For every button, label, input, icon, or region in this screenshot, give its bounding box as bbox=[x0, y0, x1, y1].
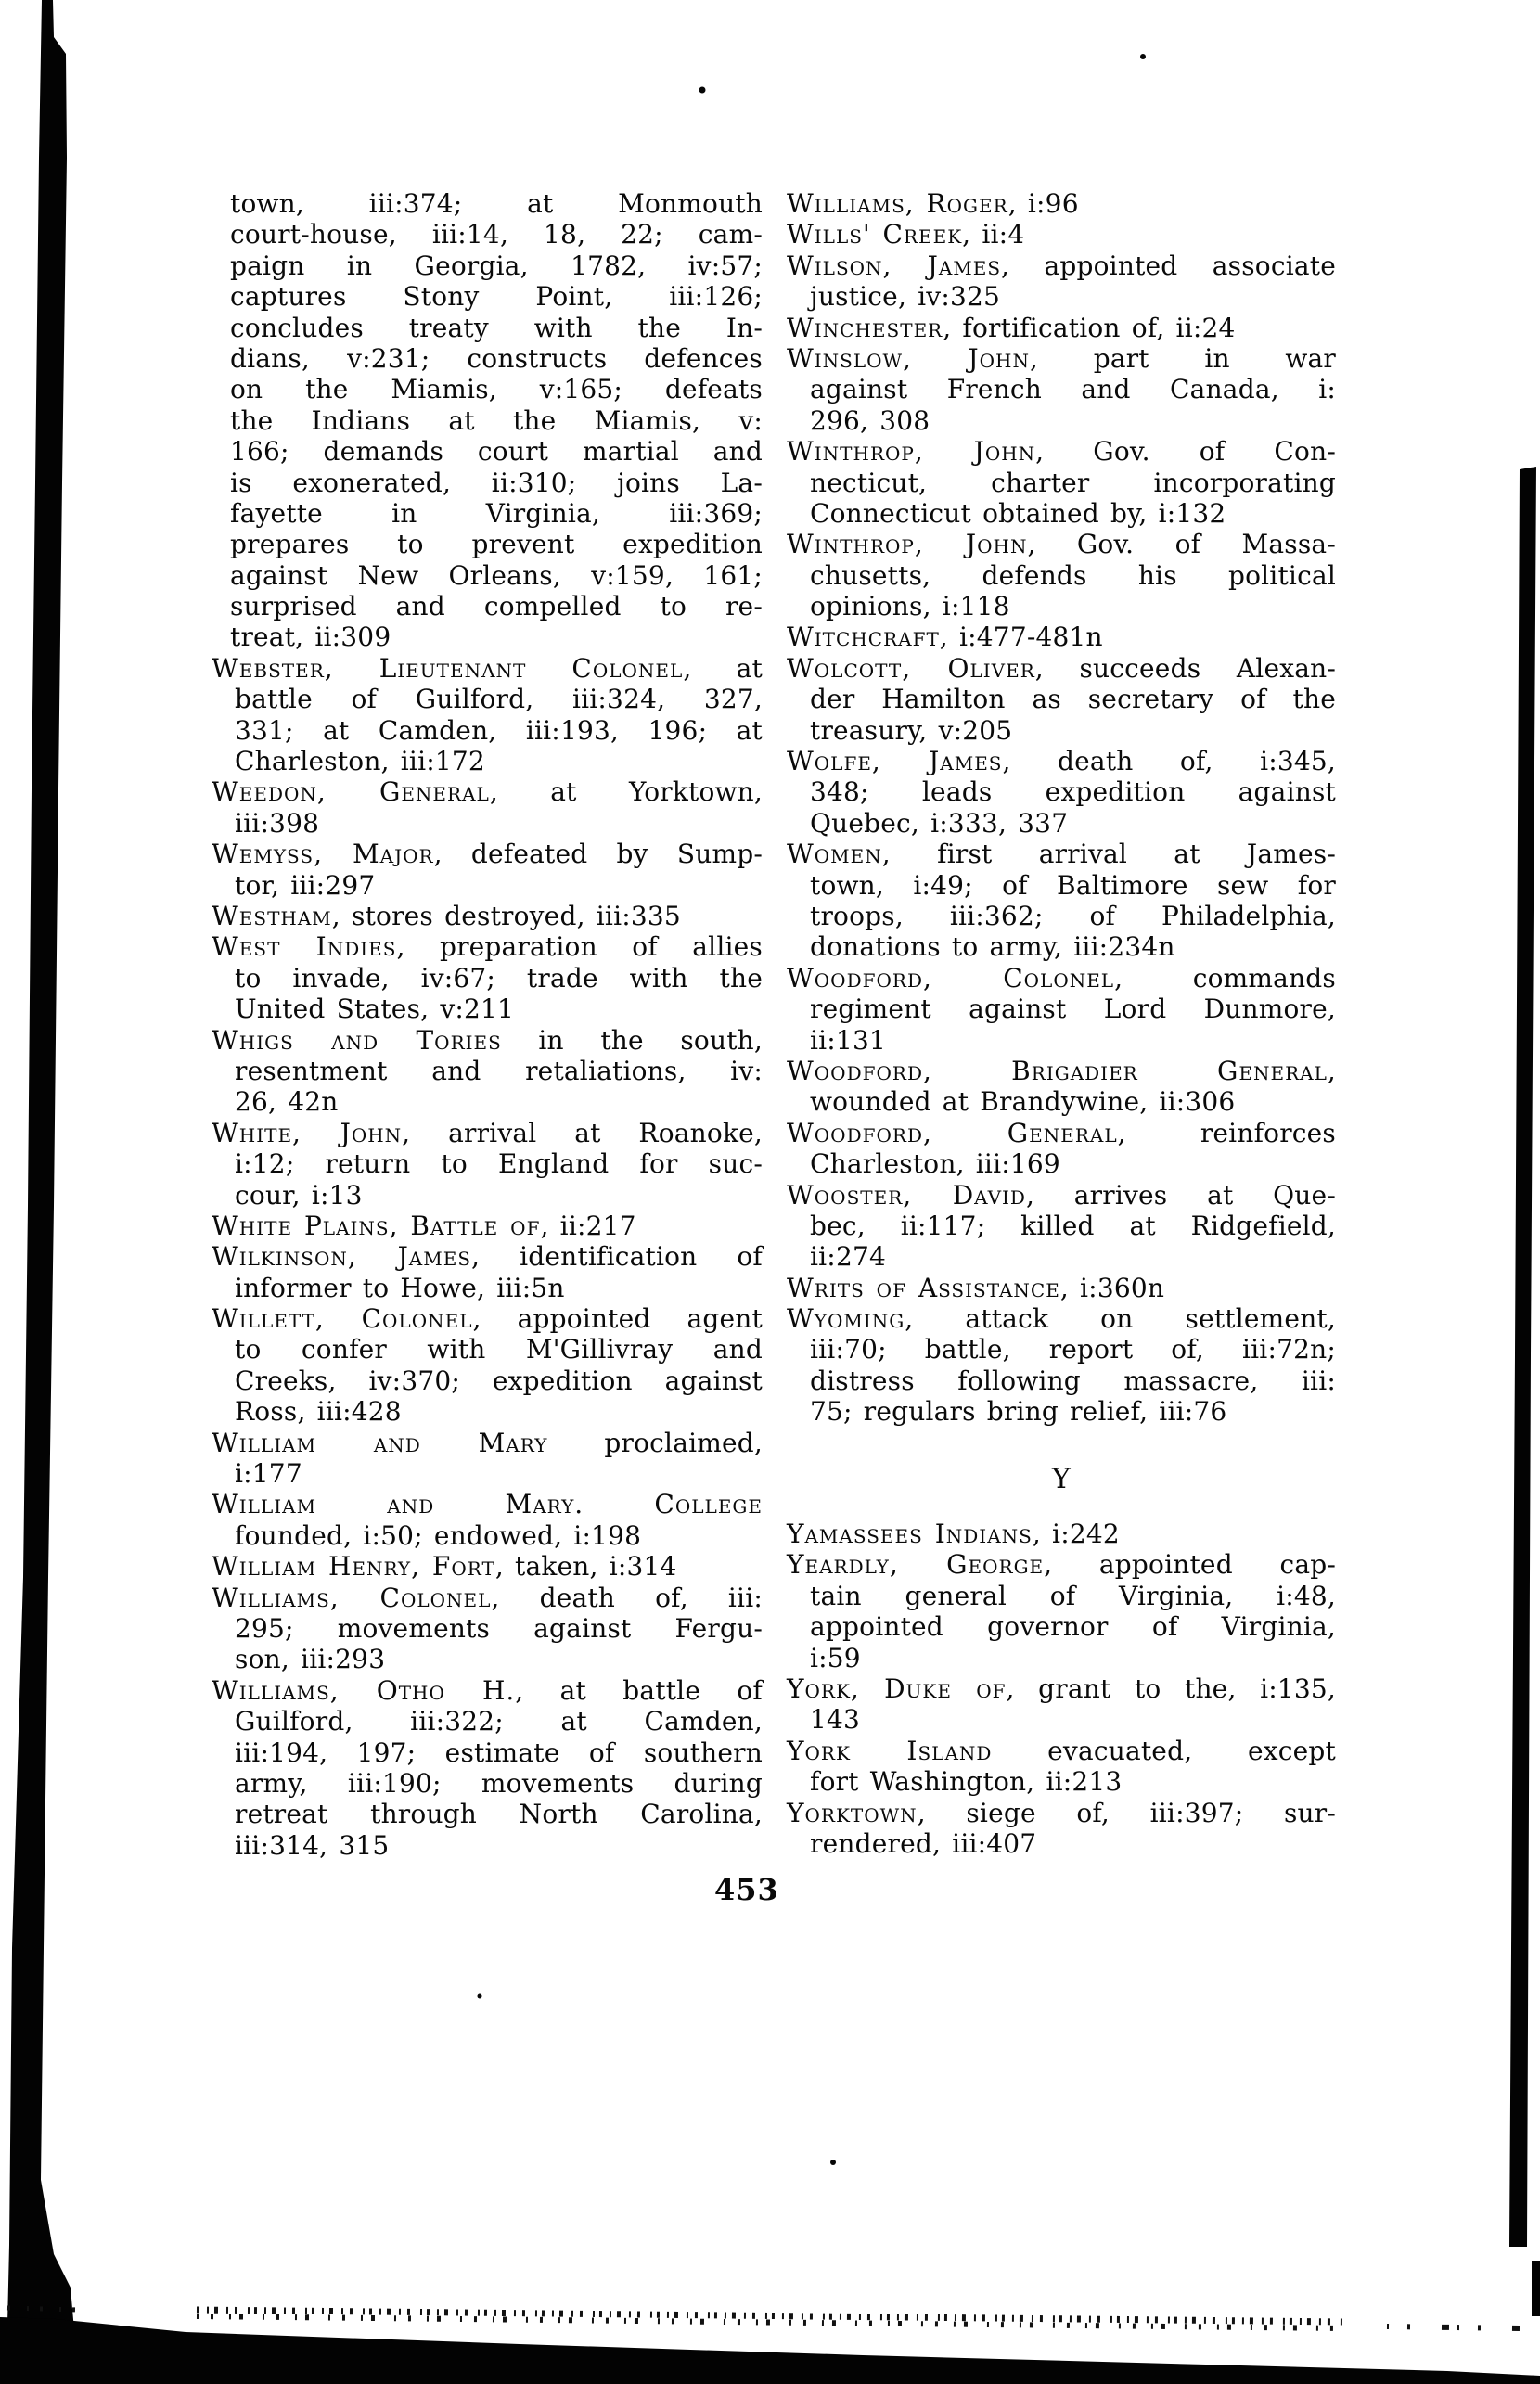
entry-line: Woodford, Colonel, commands bbox=[787, 962, 1336, 993]
entry-line: Writs of Assistance, i:360n bbox=[787, 1272, 1165, 1303]
index-entry bbox=[787, 1736, 1336, 1798]
section-heading: Y bbox=[1051, 1462, 1071, 1495]
entry-line: wounded at Brandywine, ii:306 bbox=[810, 1086, 1236, 1118]
entry-line: Winslow, John, part in war bbox=[787, 342, 1336, 374]
entry-headword: Yeardly, George bbox=[787, 1549, 1045, 1581]
entry-line: Webster, Lieutenant Colonel, at bbox=[212, 652, 763, 684]
entry-line: Wyoming, attack on settlement, bbox=[787, 1303, 1336, 1335]
entry-line: informer to Howe, iii:5n bbox=[235, 1272, 565, 1303]
scan-artifact-right-tab bbox=[1532, 2261, 1540, 2316]
entry-line: Whigs and Tories in the south, bbox=[212, 1024, 763, 1056]
entry-line: retreat through North Carolina, bbox=[235, 1799, 763, 1830]
scan-artifact-dotted-line-a bbox=[197, 2310, 1345, 2322]
entry-line: against French and Canada, i: bbox=[810, 374, 1336, 405]
index-entry bbox=[787, 622, 1336, 652]
entry-headword: Woodford, Colonel bbox=[787, 962, 1115, 993]
entry-line: cour, i:13 bbox=[235, 1179, 363, 1211]
entry-line: der Hamilton as secretary of the bbox=[810, 684, 1336, 715]
entry-line: iii:70; battle, report of, iii:72n; bbox=[810, 1334, 1336, 1365]
entry-headword: Williams, Otho H. bbox=[212, 1674, 516, 1706]
entry-line: 348; leads expedition against bbox=[810, 776, 1336, 808]
index-entry bbox=[212, 931, 763, 1024]
entry-line: Wemyss, Major, defeated by Sump- bbox=[212, 839, 764, 870]
entry-line: iii:398 bbox=[235, 807, 320, 839]
entry-line: White, John, arrival at Roanoke, bbox=[212, 1117, 763, 1148]
entry-line: Winthrop, John, Gov. of Massa- bbox=[787, 529, 1336, 560]
entry-line bbox=[212, 1489, 763, 1519]
entry-line: West Indies, preparation of allies bbox=[212, 931, 763, 963]
entry-headword: Yamassees Indians bbox=[787, 1519, 1033, 1550]
entry-line: against New Orleans, v:159, 161; bbox=[230, 559, 763, 591]
index-entry bbox=[212, 1583, 763, 1675]
index-entry bbox=[212, 1241, 763, 1303]
entry-headword: White, John bbox=[212, 1117, 403, 1148]
entry-headword: Wilkinson, James bbox=[212, 1241, 472, 1273]
entry-line: dians, v:231; constructs defences bbox=[230, 342, 763, 374]
scan-artifact-dotted-line-right bbox=[1387, 2326, 1521, 2328]
index-entry bbox=[212, 1551, 763, 1582]
entry-line: rendered, iii:407 bbox=[810, 1827, 1037, 1859]
index-entry bbox=[212, 1675, 763, 1861]
index-entry bbox=[212, 839, 763, 901]
entry-line: Winthrop, John, Gov. of Con- bbox=[787, 436, 1336, 468]
entry-headword: West Indies bbox=[212, 931, 397, 963]
index-entry bbox=[787, 1549, 1336, 1673]
entry-line: Women, first arrival at James- bbox=[787, 839, 1336, 870]
entry-line: justice, iv:325 bbox=[810, 281, 1000, 313]
entry-line: United States, v:211 bbox=[235, 993, 515, 1025]
entry-line: Westham, stores destroyed, iii:335 bbox=[212, 900, 681, 931]
index-entry bbox=[787, 1303, 1336, 1428]
entry-line: Yorktown, siege of, iii:397; sur- bbox=[787, 1797, 1336, 1828]
index-entry bbox=[787, 653, 1336, 746]
index-entry bbox=[212, 776, 763, 839]
entry-line: 75; regulars bring relief, iii:76 bbox=[810, 1396, 1227, 1428]
entry-line: Willett, Colonel, appointed agent bbox=[212, 1303, 763, 1335]
entry-line: Williams, Colonel, death of, iii: bbox=[212, 1582, 763, 1613]
scan-artifact-left-bar bbox=[7, 0, 74, 2339]
entry-line: is exonerated, ii:310; joins La- bbox=[230, 467, 763, 498]
index-entry bbox=[787, 839, 1336, 963]
entry-line: 295; movements against Fergu- bbox=[235, 1612, 763, 1644]
entry-headword: Wooster, David bbox=[787, 1179, 1026, 1211]
entry-line: treat, ii:309 bbox=[230, 622, 391, 653]
entry-line: i:177 bbox=[235, 1458, 302, 1490]
entry-line: Guilford, iii:322; at Camden, bbox=[235, 1706, 763, 1737]
entry-headword: Westham bbox=[212, 900, 332, 931]
scan-speck bbox=[830, 2160, 836, 2165]
entry-line: York, Duke of, grant to the, i:135, bbox=[787, 1673, 1337, 1704]
entry-line: founded, i:50; endowed, i:198 bbox=[235, 1519, 642, 1551]
entry-headword: Webster, Lieutenant Colonel bbox=[212, 652, 684, 684]
entry-headword: Wyoming bbox=[787, 1303, 905, 1335]
entry-line: William Henry, Fort, taken, i:314 bbox=[212, 1551, 677, 1583]
index-entry bbox=[787, 250, 1336, 313]
entry-line: 26, 42n bbox=[235, 1086, 339, 1118]
entry-line: prepares to prevent expedition bbox=[230, 529, 763, 560]
index-entry bbox=[787, 436, 1336, 529]
entry-line: Wilson, James, appointed associate bbox=[787, 250, 1336, 281]
entry-headword: York Island bbox=[787, 1735, 993, 1766]
entry-line: Wooster, David, arrives at Que- bbox=[787, 1179, 1336, 1211]
scan-speck bbox=[699, 87, 706, 94]
entry-headword: Woodford, General bbox=[787, 1117, 1118, 1148]
entry-line: 166; demands court martial and bbox=[230, 436, 763, 468]
index-entry bbox=[787, 1273, 1336, 1303]
entry-line: appointed governor of Virginia, bbox=[810, 1611, 1336, 1643]
entry-line: son, iii:293 bbox=[235, 1644, 386, 1675]
index-entry bbox=[787, 1180, 1336, 1273]
index-entry bbox=[787, 529, 1336, 622]
entry-headword: Wilson, James bbox=[787, 250, 1002, 281]
entry-line: captures Stony Point, iii:126; bbox=[230, 281, 763, 313]
entry-line: resentment and retaliations, iv: bbox=[235, 1055, 763, 1086]
entry-headword: Women bbox=[787, 839, 882, 870]
entry-line: town, iii:374; at Monmouth bbox=[230, 188, 763, 219]
entry-line: troops, iii:362; of Philadelphia, bbox=[810, 900, 1336, 931]
index-entry bbox=[787, 1118, 1336, 1180]
entry-line: i:59 bbox=[810, 1642, 861, 1673]
entry-line: ii:274 bbox=[810, 1241, 886, 1273]
scan-speck bbox=[1140, 54, 1146, 59]
entry-line: Wills' Creek, ii:4 bbox=[787, 219, 1025, 250]
scan-artifact-right-bar bbox=[1509, 467, 1536, 2247]
entry-headword: Winthrop, John bbox=[787, 529, 1028, 560]
entry-line: army, iii:190; movements during bbox=[235, 1767, 763, 1799]
entry-line: necticut, charter incorporating bbox=[810, 467, 1336, 498]
left-column bbox=[212, 188, 763, 1861]
entry-line: Witchcraft, i:477-481n bbox=[787, 622, 1103, 653]
scan-speck bbox=[478, 1994, 482, 1999]
entry-headword: Woodford, Brigadier General bbox=[787, 1055, 1328, 1086]
index-entry bbox=[787, 219, 1336, 250]
entry-line: Connecticut obtained by, i:132 bbox=[810, 497, 1226, 529]
entry-headword: William and Mary. College bbox=[212, 1489, 763, 1520]
entry-headword: Yorktown bbox=[787, 1797, 918, 1828]
index-entry bbox=[212, 1303, 763, 1428]
index-entry bbox=[787, 1673, 1336, 1736]
entry-headword: White Plains, Battle of bbox=[212, 1210, 541, 1241]
index-entry bbox=[212, 188, 763, 653]
entry-line: 296, 308 bbox=[810, 404, 930, 436]
entry-headword: Winslow, John bbox=[787, 342, 1030, 374]
entry-line: ii:131 bbox=[810, 1024, 886, 1056]
entry-headword: Wolfe, James bbox=[787, 746, 1003, 777]
entry-headword: Witchcraft bbox=[787, 622, 940, 653]
entry-line: York Island evacuated, except bbox=[787, 1735, 1337, 1766]
index-entry bbox=[787, 188, 1336, 219]
entry-headword: Wolcott, Oliver bbox=[787, 652, 1035, 684]
entry-line: donations to army, iii:234n bbox=[810, 931, 1175, 963]
entry-line: Charleston, iii:172 bbox=[235, 746, 485, 777]
index-entry bbox=[787, 313, 1336, 343]
entry-headword: Whigs and Tories bbox=[212, 1024, 502, 1056]
entry-line: iii:314, 315 bbox=[235, 1829, 390, 1861]
entry-line: 331; at Camden, iii:193, 196; at bbox=[235, 714, 763, 746]
index-entry bbox=[787, 343, 1336, 436]
entry-headword: York, Duke of bbox=[787, 1673, 1007, 1704]
index-entry bbox=[212, 1428, 763, 1490]
entry-line: regiment against Lord Dunmore, bbox=[810, 993, 1336, 1025]
entry-line: Creeks, iv:370; expedition against bbox=[235, 1365, 763, 1396]
entry-line: bec, ii:117; killed at Ridgefield, bbox=[810, 1210, 1336, 1241]
index-entry bbox=[787, 1519, 1336, 1549]
index-entry bbox=[787, 1056, 1336, 1118]
entry-headword: Wills' Creek bbox=[787, 219, 963, 250]
entry-line: to invade, iv:67; trade with the bbox=[235, 962, 763, 993]
entry-line: White Plains, Battle of, ii:217 bbox=[212, 1210, 636, 1241]
entry-line: town, i:49; of Baltimore sew for bbox=[810, 869, 1336, 901]
entry-line: surprised and compelled to re- bbox=[230, 591, 763, 622]
index-entry bbox=[212, 1211, 763, 1241]
scan-artifact-dotted-line-left bbox=[7, 2308, 79, 2310]
entry-line: Williams, Roger, i:96 bbox=[787, 188, 1079, 219]
entry-line: i:12; return to England for suc- bbox=[235, 1148, 763, 1180]
entry-line: paign in Georgia, 1782, iv:57; bbox=[230, 250, 763, 281]
entry-headword: Winthrop, John bbox=[787, 436, 1036, 468]
entry-line: fort Washington, ii:213 bbox=[810, 1766, 1123, 1798]
entry-line: Woodford, Brigadier General, bbox=[787, 1055, 1336, 1086]
entry-headword: Writs of Assistance bbox=[787, 1272, 1060, 1303]
entry-line: Wolcott, Oliver, succeeds Alexan- bbox=[787, 652, 1337, 684]
entry-line: 143 bbox=[810, 1704, 861, 1736]
entry-line: tain general of Virginia, i:48, bbox=[810, 1580, 1336, 1611]
entry-headword: Williams, Colonel bbox=[212, 1582, 492, 1613]
entry-headword: Winchester bbox=[787, 312, 943, 343]
entry-line: treasury, v:205 bbox=[810, 714, 1013, 746]
entry-line: on the Miamis, v:165; defeats bbox=[230, 374, 763, 405]
entry-line: distress following massacre, iii: bbox=[810, 1365, 1336, 1396]
index-entry bbox=[212, 1025, 763, 1118]
scan-artifact-dotted-line-b bbox=[197, 2316, 1345, 2328]
page-number: 453 bbox=[714, 1872, 779, 1907]
entry-line: concludes treaty with the In- bbox=[230, 312, 763, 343]
right-column bbox=[787, 188, 1336, 1859]
entry-line: Wolfe, James, death of, i:345, bbox=[787, 746, 1337, 777]
entry-line: court-house, iii:14, 18, 22; cam- bbox=[230, 219, 763, 250]
index-entry bbox=[787, 746, 1336, 839]
scan-artifact-bottom-band bbox=[0, 2317, 1540, 2384]
entry-line: the Indians at the Miamis, v: bbox=[230, 404, 763, 436]
entry-line: fayette in Virginia, iii:369; bbox=[230, 497, 763, 529]
entry-line: William and Mary proclaimed, bbox=[212, 1427, 763, 1458]
index-entry bbox=[212, 901, 763, 931]
index-entry bbox=[787, 963, 1336, 1056]
entry-headword: William Henry, Fort bbox=[212, 1551, 495, 1583]
entry-line: Winchester, fortification of, ii:24 bbox=[787, 312, 1236, 343]
entry-line: Yamassees Indians, i:242 bbox=[787, 1519, 1120, 1550]
entry-line: Weedon, General, at Yorktown, bbox=[212, 776, 764, 808]
entry-line: battle of Guilford, iii:324, 327, bbox=[235, 684, 763, 715]
entry-line: Yeardly, George, appointed cap- bbox=[787, 1549, 1337, 1581]
entry-headword: Willett, Colonel bbox=[212, 1303, 473, 1335]
entry-line: tor, iii:297 bbox=[235, 869, 376, 901]
entry-headword: Wemyss, Major bbox=[212, 839, 434, 870]
index-entry bbox=[212, 1118, 763, 1211]
entry-line: chusetts, defends his political bbox=[810, 559, 1336, 591]
entry-line: Charleston, iii:169 bbox=[810, 1148, 1060, 1180]
index-entry bbox=[212, 653, 763, 777]
index-entry bbox=[212, 1489, 763, 1551]
entry-line: Woodford, General, reinforces bbox=[787, 1117, 1336, 1148]
entry-headword: Williams, Roger bbox=[787, 188, 1008, 219]
entry-line: Quebec, i:333, 337 bbox=[810, 807, 1069, 839]
entry-headword: William and Mary bbox=[212, 1427, 548, 1458]
entry-line: Wilkinson, James, identification of bbox=[212, 1241, 763, 1273]
index-entry bbox=[787, 1798, 1336, 1860]
entry-line: iii:194, 197; estimate of southern bbox=[235, 1737, 763, 1768]
entry-line: Ross, iii:428 bbox=[235, 1396, 402, 1428]
entry-line: Williams, Otho H., at battle of bbox=[212, 1674, 763, 1706]
entry-line: opinions, i:118 bbox=[810, 591, 1010, 622]
entry-headword: Weedon, General bbox=[212, 776, 490, 808]
entry-line: to confer with M'Gillivray and bbox=[235, 1334, 763, 1365]
